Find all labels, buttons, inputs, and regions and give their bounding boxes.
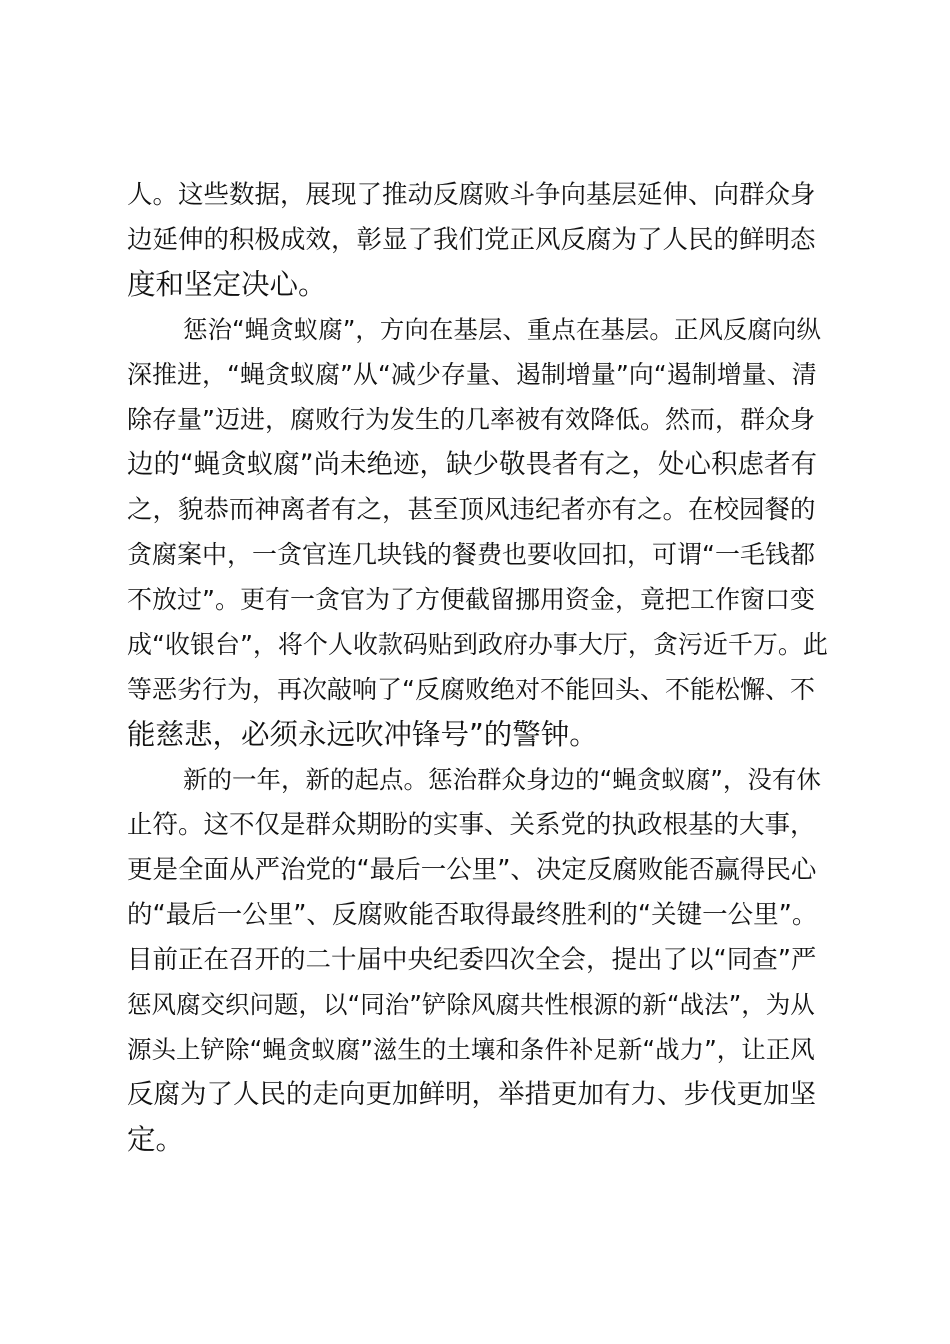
text-line: 等恶劣行为，再次敲响了“反腐败绝对不能回头、不能松懈、不 [127,675,815,704]
text-line: 边延伸的积极成效，彰显了我们党正风反腐为了人民的鲜明态 [127,225,816,255]
text-line: 更是全面从严治党的“最后一公里”、决定反腐败能否赢得民心 [127,855,817,885]
text-line: 除存量”迈进，腐败行为发生的几率被有效降低。然而，群众身 [127,405,815,434]
text-line: 反腐为了人民的走向更加鲜明，举措更加有力、步伐更加坚 [127,1079,816,1110]
text-line: 深推进，“蝇贪蚁腐”从“减少存量、遏制增量”向“遏制增量、清 [127,360,817,389]
text-line: 的“最后一公里”、反腐败能否取得最终胜利的“关键一公里”。 [127,900,818,930]
text-line: 贪腐案中，一贪官连几块钱的餐费也要收回扣，可谓“一毛钱都 [127,540,815,569]
text-line: 惩治“蝇贪蚁腐”，方向在基层、重点在基层。正风反腐向纵 [183,315,821,344]
text-line: 止符。这不仅是群众期盼的实事、关系党的执政根基的大事， [127,810,816,840]
text-line: 不放过”。更有一贪官为了方便截留挪用资金，竟把工作窗口变 [127,585,815,614]
text-line: 定。 [127,1123,185,1156]
text-line: 人。这些数据，展现了推动反腐败斗争向基层延伸、向群众身 [127,180,816,210]
text-line: 成“收银台”，将个人收款码贴到政府办事大厅，贪污近千万。此 [127,630,828,659]
text-line: 新的一年，新的起点。惩治群众身边的“蝇贪蚁腐”，没有休 [183,765,821,794]
text-line: 目前正在召开的二十届中央纪委四次全会，提出了以“同查”严 [127,945,817,975]
text-line: 能慈悲，必须永远吹冲锋号”的警钟。 [127,718,598,751]
text-line: 之，貌恭而神离者有之，甚至顶风违纪者亦有之。在校园餐的 [127,495,816,525]
text-line: 边的“蝇贪蚁腐”尚未绝迹，缺少敬畏者有之，处心积虑者有 [127,449,817,480]
text-line: 源头上铲除“蝇贪蚁腐”滋生的土壤和条件补足新“战力”，让正风 [127,1035,815,1064]
text-line: 度和坚定决心。 [127,268,327,301]
text-line: 惩风腐交织问题，以“同治”铲除风腐共性根源的新“战法”，为从 [127,990,815,1019]
